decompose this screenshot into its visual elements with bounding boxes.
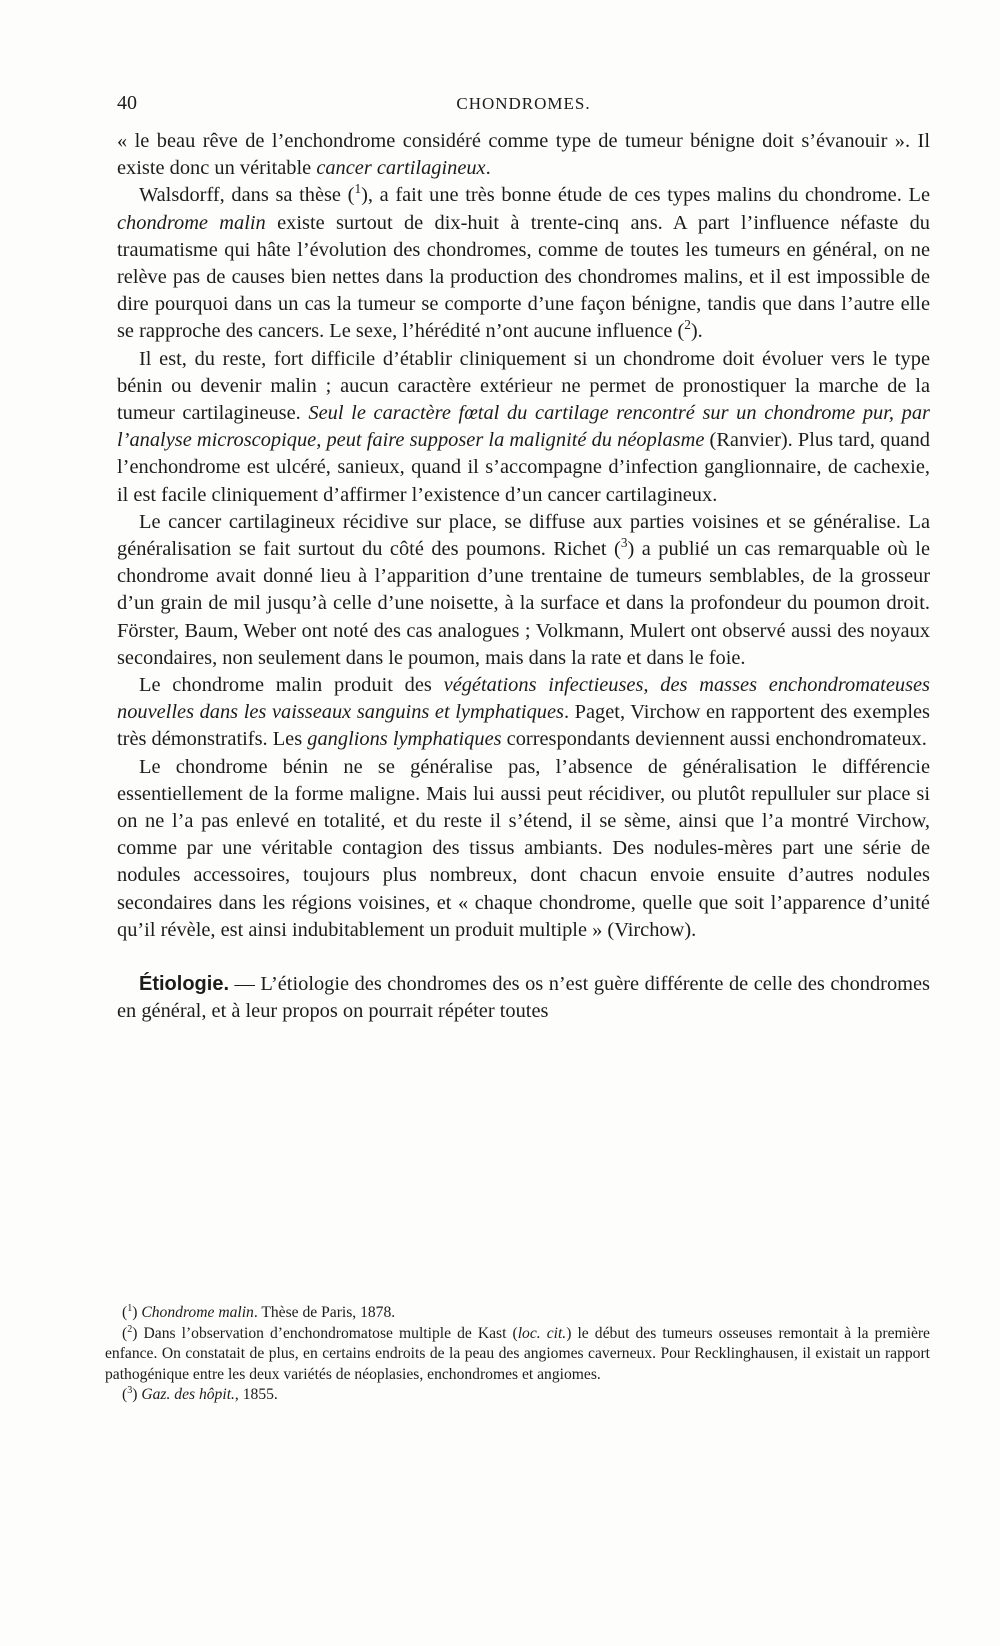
text-run: (Ranvier). Plus tard, quand l’enchondrome est ulcéré, sanieux, quand il s’accompagne d’infection ganglionnaire, de cachexie, il est facile cliniquement d’affirmer l’existence d’un cancer cartilagineux. bbox=[117, 429, 930, 506]
footnote bbox=[105, 1303, 930, 1324]
text-run: « le beau rêve de l’enchondrome considéré comme type de tumeur bénigne doit s’évanouir ». Il existe donc un véritable bbox=[117, 130, 930, 180]
text-run: ) a publié un cas remarquable où le chondrome avait donné lieu à l’apparition d’une trentaine de tumeurs semblables, de la grosseur d’un grain de mil jusqu’à celle d’une noisette, à la surface et dans la profondeur du poumon droit. Förster, Baum, Weber ont noté des cas analogues ; Volkmann, Mulert ont observé aussi des noyaux secondaires, non seulement dans le poumon, mais dans la rate et dans le foie. bbox=[117, 538, 931, 669]
italic-text: Chondrome malin bbox=[141, 1304, 254, 1321]
italic-text: ganglions lymphatiques bbox=[307, 728, 502, 751]
text-run: ( bbox=[122, 1304, 128, 1321]
footnotes bbox=[105, 1303, 930, 1406]
text-run: ). bbox=[690, 320, 703, 343]
section-heading: Étiologie. bbox=[139, 973, 229, 996]
section-etiologie bbox=[117, 971, 930, 1025]
footnote-ref: 1 bbox=[127, 1302, 133, 1314]
italic-text: Gaz. des hôpit. bbox=[141, 1386, 235, 1404]
body-text bbox=[117, 128, 930, 1026]
text-run: existe surtout de dix-huit à trente-cinq ans. A part l’influence néfaste du traumatisme qui hâte l’évolution des chondromes, comme de toutes les tumeurs en général, on ne relève pas de causes bien nettes dans la production des chondromes malins, et il est impossible de dire pourquoi dans un cas la tumeur se comporte d’une façon bénigne, tandis que dans l’autre elle se rapproche des cancers. Le sexe, l’hérédité n’ont aucune influence ( bbox=[117, 211, 930, 343]
footnote-ref: 1 bbox=[354, 181, 362, 197]
paragraph bbox=[117, 672, 930, 754]
paragraph bbox=[117, 128, 930, 182]
text-run: . Thèse de Paris, 1878. bbox=[253, 1304, 396, 1321]
paragraph bbox=[117, 509, 930, 672]
footnote-ref: 2 bbox=[684, 317, 691, 333]
paragraph bbox=[117, 346, 930, 509]
footnote-ref: 3 bbox=[127, 1385, 133, 1397]
italic-text: végétations infectieuses, des masses enchondromateuses nouvelles dans les vaisseaux sanguins et lymphatiques bbox=[117, 674, 930, 724]
footnote bbox=[105, 1385, 930, 1406]
italic-text: loc. cit. bbox=[517, 1324, 567, 1342]
page-header bbox=[117, 92, 930, 120]
text-run: ) Dans l’observation d’enchondromatose multiple de Kast ( bbox=[132, 1324, 518, 1342]
text-run: . Paget, Virchow en rapportent des exemples très démonstratifs. Les bbox=[117, 701, 930, 751]
footnote-ref: 2 bbox=[127, 1323, 133, 1335]
section-text: — L’étiologie des chondromes des os n’est guère différente de celle des chondromes en général, et à leur propos on pourrait répéter toutes bbox=[117, 973, 930, 1023]
italic-text: chondrome malin bbox=[117, 211, 266, 234]
text-run: ), a fait une très bonne étude de ces types malins du chondrome. Le bbox=[361, 184, 930, 207]
text-run: correspondants deviennent aussi enchondromateux. bbox=[501, 728, 927, 751]
italic-text: Seul le caractère fœtal du cartilage rencontré sur un chondrome pur, par l’analyse microscopique, peut faire supposer la malignité du néoplasme bbox=[117, 402, 930, 452]
text-run: Le chondrome malin produit des bbox=[139, 674, 444, 697]
running-title: CHONDROMES. bbox=[456, 94, 591, 113]
text-run: ( bbox=[122, 1386, 128, 1404]
text-run: ) bbox=[132, 1386, 142, 1404]
text-run: , 1855. bbox=[234, 1386, 278, 1404]
footnote bbox=[105, 1324, 930, 1386]
text-run: Il est, du reste, fort difficile d’établir cliniquement si un chondrome doit évoluer vers le type bénin ou devenir malin ; aucun caractère extérieur ne permet de pronostiquer la marche de la tumeur cartilagineuse. bbox=[117, 347, 930, 425]
text-run: Le cancer cartilagineux récidive sur place, se diffuse aux parties voisines et se généralise. La généralisation se fait surtout du côté des poumons. Richet ( bbox=[117, 510, 930, 561]
text-run: ( bbox=[122, 1324, 128, 1342]
text-run: ) le début des tumeurs osseuses remontait à la première enfance. On constatait de plus, en certains endroits de la peau des angiomes caverneux. Pour Recklinghausen, il existait un rapport pathogénique entre les deux variétés de néoplasies, enchondromes et angiomes. bbox=[105, 1324, 930, 1383]
text-run: Walsdorff, dans sa thèse ( bbox=[139, 184, 355, 207]
paragraph bbox=[117, 182, 930, 345]
footnote-ref: 3 bbox=[620, 535, 628, 551]
paragraph bbox=[117, 754, 930, 944]
text-run: . bbox=[485, 157, 491, 180]
page-number: 40 bbox=[117, 92, 137, 114]
italic-text: cancer cartilagineux bbox=[316, 157, 486, 180]
text-run: Le chondrome bénin ne se généralise pas, l’absence de généralisation le différencie essentiellement de la forme maligne. Mais lui aussi peut récidiver, ou plutôt repulluler sur place si on ne l’a pas enlevé en totalité, et du reste il s’étend, il se sème, ainsi que l’a montré Virchow, comme par une véritable contagion des tissus ambiants. Des nodules-mères part une série de nodules accessoires, toujours plus nombreux, dont chacun envoie ensuite d’autres nodules secondaires dans les régions voisines, et « chaque chondrome, quelle que soit l’apparence d’unité qu’il révèle, est ainsi indubitablement un produit multiple » (Virchow). bbox=[117, 755, 930, 941]
text-run: ) bbox=[132, 1304, 142, 1321]
